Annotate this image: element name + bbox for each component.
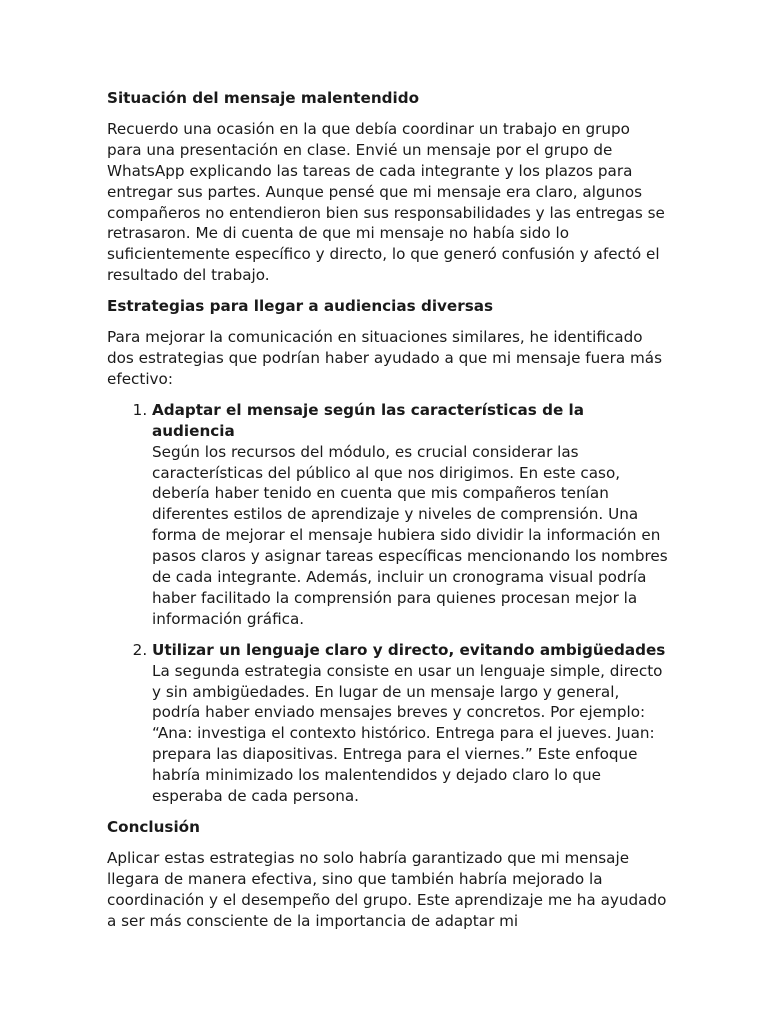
strategy-item-2 [152,640,668,807]
strategy-item-1 [152,400,668,630]
strategy-item-2-title: 2. Utilizar un lenguaje claro y directo, evitando ambigüedades [152,640,666,659]
strategies-list [107,400,668,807]
conclusion-paragraph: Aplicar estas estrategias no solo habría garantizado que mi mensaje llegara de manera efectiva, sino que también habría mejorado la coordinación y el desempeño del grupo. Este aprendizaje me ha ayudado a ser más consciente de la importancia de adaptar mi [107,848,667,930]
strategies-intro-paragraph: Para mejorar la comunicación en situaciones similares, he identificado dos estrategias que podrían haber ayudado a que mi mensaje fuera más efectivo: [107,328,662,388]
section-heading-situation: Situación del mensaje malentendido [107,89,420,107]
section-heading-conclusion: Conclusión [107,818,200,836]
strategy-item-1-body: Según los recursos del módulo, es crucial considerar las características del público al que nos dirigimos. En este caso, debería haber tenido en cuenta que mis compañeros tenían diferentes estilos de aprendizaje y niveles de comprensión. Una forma de mejorar el mensaje hubiera sido dividir la información en pasos claros y asignar tareas específicas mencionando los nombres de cada integrante. Además, incluir un cronograma visual podría haber facilitado la comprensión para quienes procesan mejor la información gráfica. [152,442,668,628]
strategy-item-2-body: La segunda estrategia consiste en usar un lenguaje simple, directo y sin ambigüedades. En lugar de un mensaje largo y general, podría haber enviado mensajes breves y concretos. Por ejemplo: “Ana: investiga el contexto histórico. Entrega para el jueves. Juan: prepara las diapositivas. Entrega para el viernes.” Este enfoque habría minimizado los malentendidos y dejado claro lo que esperaba de cada persona. [152,661,663,806]
situation-paragraph: Recuerdo una ocasión en la que debía coordinar un trabajo en grupo para una presentación en clase. Envié un mensaje por el grupo de WhatsApp explicando las tareas de cada integrante y los plazos para entregar sus partes. Aunque pensé que mi mensaje era claro, algunos compañeros no entendieron bien sus responsabilidades y las entregas se retrasaron. Me di cuenta de que mi mensaje no había sido lo suficientemente específico y directo, lo que generó confusión y afectó el resultado del trabajo. [107,119,665,285]
section-heading-strategies: Estrategias para llegar a audiencias diversas [107,297,494,316]
strategy-item-1-title: 1. Adaptar el mensaje según las características de la audiencia [152,400,584,440]
